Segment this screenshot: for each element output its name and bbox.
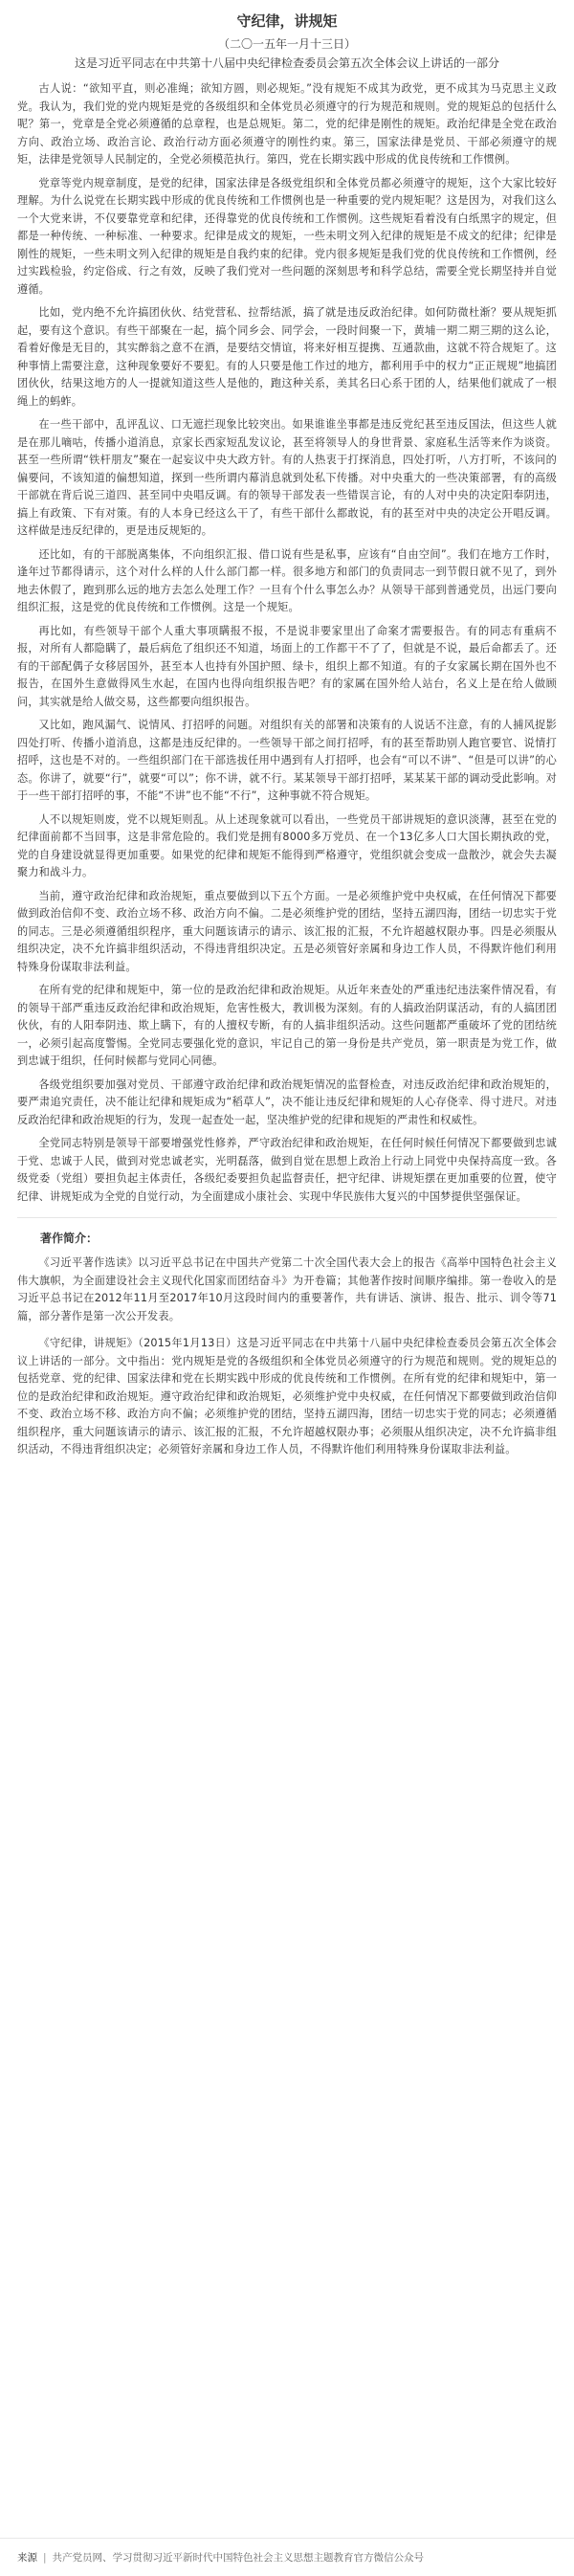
- article-paragraph: 又比如，跑风漏气、说情风、打招呼的问题。对组织有关的部署和决策有的人说话不注意，有的人捕风捉影四处打听、传播小道消息，这都是违反纪律的。一些领导干部之间打招呼，有的甚至帮助别人跑官要官、说情打招呼，这也是不对的。一些组织部门在干部选拔任用中遇到有人打招呼，也会有“可以不讲”、“但是可以讲”的心态。你讲了，就要“行”，就要“可以”；你不讲，就不行。某某领导干部打招呼，某某某干部的调动受此影响。对于一些干部打招呼的事，不能“不讲”也不能“不行”，这种事就不符合规矩。: [17, 719, 557, 802]
- bio-section: [17, 1230, 557, 1459]
- article-paragraph: 比如，党内绝不允许搞团伙伙、结党营私、拉帮结派，搞了就是违反政治纪律。如何防微杜渐？要从规矩抓起，要有这个意识。有些干部聚在一起，搞个同乡会、同学会，一段时间聚一下，黄埔一期二期三期的这么论，看着好像是无目的，其实醉翁之意不在酒，是要结交情谊，将来好相互提携、互通款曲，这就不符合规矩了。这种事情上需要注意，这种现象要好不要犯。有的人只要是他工作过的地方，都利用手中的权力“正正规规”地搞团团伙伙，结果这地方的人一提就知道这些人是他的，跑这种关系，美其名曰心系于团的人，结果他们就成了一根绳上的蚂蚱。: [17, 306, 557, 408]
- bio-paragraph: 《守纪律，讲规矩》（2015年1月13日）这是习近平同志在中共第十八届中央纪律检查委员会第五次全体会议上讲话的一部分。文中指出：党内规矩是党的各级组织和全体党员必须遵守的行为规范和规则。党的规矩总的包括党章、党的纪律、国家法律和党在长期实践中形成的优良传统和工作惯例。在所有党的纪律和规矩中，第一位的是政治纪律和政治规矩。遵守政治纪律和政治规矩，必须维护党中央权威，在任何情况下都要做到政治信仰不变、政治立场不移、政治方向不偏；必须维护党的团结，坚持五湖四海，团结一切忠实于党的同志；必须遵循组织程序，重大问题该请示的请示、该汇报的汇报，不允许超越权限办事；必须服从组织决定，决不允许搞非组织活动，不得违背组织决定；必须管好亲属和身边工作人员，不得默许他们利用特殊身份谋取非法利益。: [17, 1337, 557, 1455]
- article-paragraph: 当前，遵守政治纪律和政治规矩，重点要做到以下五个方面。一是必须维护党中央权威，在任何情况下都要做到政治信仰不变、政治立场不移、政治方向不偏。二是必须维护党的团结，坚持五湖四海，团结一切忠实于党的同志。三是必须遵循组织程序，重大问题该请示的请示、该汇报的汇报，不允许超越权限办事。四是必须服从组织决定，决不允许搞非组织活动，不得违背组织决定。五是必须管好亲属和身边工作人员，不得默许他们利用特殊身份谋取非法利益。: [17, 889, 557, 973]
- source-footer: [0, 2538, 574, 2576]
- article-paragraph: 各级党组织要加强对党员、干部遵守政治纪律和政治规矩情况的监督检查，对违反政治纪律和政治规矩的，要严肃追究责任，决不能让纪律和规矩成为“稻草人”，决不能让违反纪律和规矩的人心存侥幸、得寸进尺。对违反政治纪律和政治规矩的行为，发现一起查处一起，坚决维护党的纪律和规矩的严肃性和权威性。: [17, 1077, 557, 1126]
- article-date: （二〇一五年一月十三日）: [217, 37, 356, 51]
- source-label: 来源: [17, 2552, 37, 2564]
- bio-heading: 著作简介：: [40, 1232, 99, 1245]
- article-paragraph: 古人说：“欲知平直，则必准绳；欲知方圆，则必规矩。”没有规矩不成其为政党，更不成其为马克思主义政党。我认为，我们党的党内规矩是党的各级组织和全体党员必须遵守的行为规范和规则。党的规矩总的包括什么呢？第一，党章是全党必须遵循的总章程，也是总规矩。第二，党的纪律是刚性的规矩。政治纪律是全党在政治方向、政治立场、政治言论、政治行动方面必须遵守的刚性约束。第三，国家法律是党员、干部必须遵守的规矩，法律是党领导人民制定的，全党必须模范执行。第四，党在长期实践中形成的优良传统和工作惯例。: [17, 82, 557, 166]
- article-title: 守纪律，讲规矩: [236, 12, 338, 30]
- article-paragraph: 在所有党的纪律和规矩中，第一位的是政治纪律和政治规矩。从近年来查处的严重违纪违法案件情况看，有的领导干部严重违反政治纪律和政治规矩，危害性极大，教训极为深刻。有的人搞政治阴谋活动，有的人搞团团伙伙，有的人阳奉阴违、欺上瞒下，有的人擅权专断，有的人搞非组织活动。这些问题都严重破坏了党的团结统一，必须引起高度警惕。全党同志要强化党的意识，牢记自己的第一身份是共产党员，第一职责是为党工作，做到忠诚于组织，任何时候都与党同心同德。: [17, 984, 557, 1067]
- article-paragraph: 党章等党内规章制度，是党的纪律，国家法律是各级党组织和全体党员都必须遵守的规矩，这个大家比较好理解。为什么说党在长期实践中形成的优良传统和工作惯例也是一种重要的党内规矩呢？这是因为，对我们这么一个大党来讲，不仅要靠党章和纪律，还得靠党的优良传统和工作惯例。这些规矩看着没有白纸黑字的规定，但都是一种传统、一种标准、一种要求。纪律是成文的规矩，一些未明文列入纪律的规矩是不成文的纪律；纪律是刚性的规矩，一些未明文列入纪律的规矩是自我约束的纪律。党内很多规矩是我们党的优良传统和工作惯例，经过实践检验，约定俗成、行之有效，反映了我们党对一些问题的深刻思考和科学总结，需要全党长期坚持并自觉遵循。: [17, 176, 557, 296]
- section-divider: [17, 1217, 557, 1218]
- article-body: [17, 80, 557, 1206]
- bio-paragraph: 《习近平著作选读》以习近平总书记在中国共产党第二十次全国代表大会上的报告《高举中国特色社会主义伟大旗帜，为全面建设社会主义现代化国家而团结奋斗》为开卷篇；其他著作按时间顺序编排。第一卷收入的是习近平总书记在2012年11月至2017年10月这段时间内的重要著作，共有讲话、演讲、报告、批示、训令等71篇，部分著作是第一次公开发表。: [17, 1256, 557, 1322]
- article-paragraph: 在一些干部中，乱评乱议、口无遮拦现象比较突出。如果谁谁坐事都是违反党纪甚至违反国法，但这些人就是在那儿嘀咕，传播小道消息，京家长西家短乱发议论，甚至将领导人的身世背景、家庭私生活等来作为谈资。甚至一些所谓“铁杆朋友”聚在一起妄议中央大政方针。有的人热衷于打探消息，四处打听，八方打听，不该问的偏要问，不该知道的偏想知道，探到一些所谓内幕消息就到处私下传播。对中央重大的一些决策部署，有的高级干部就在背后说三道四、甚至同中央唱反调。有的领导干部发表一些错误言论，有的人对中央的决定阳奉阴违，搞上有政策、下有对策。有的人本身已经这么干了，有些干部什么都敢说，有的甚至对中央的决定公开唱反调。这样做是违反纪律的，更是违反规矩的。: [17, 418, 557, 537]
- article-paragraph: 全党同志特别是领导干部要增强党性修养，严守政治纪律和政治规矩，在任何时候任何情况下都要做到忠诚于党、忠诚于人民，做到对党忠诚老实，光明磊落，做到自觉在思想上政治上行动上同党中央保持高度一致。各级党委（党组）要担负起主体责任，各级纪委要担负起监督责任，把守纪律、讲规矩摆在更加重要的位置，使守纪律、讲规矩成为全党的自觉行动，为全面建成小康社会、实现中华民族伟大复兴的中国梦提供坚强保证。: [17, 1137, 557, 1203]
- source-text[interactable]: 共产党员网、学习贯彻习近平新时代中国特色社会主义思想主题教育官方微信公众号: [52, 2552, 425, 2564]
- article-paragraph: 人不以规矩则废，党不以规矩则乱。从上述现象就可以看出，一些党员干部讲规矩的意识淡薄，甚至在党的纪律面前都不当回事，这是非常危险的。我们党是拥有8000多万党员、在一个13亿多人口大国长期执政的党，党的自身建设就显得更加重要。如果党的纪律和规矩不能得到严格遵守，党组织就会变成一盘散沙，就会失去凝聚力和战斗力。: [17, 812, 557, 878]
- article-paragraph: 还比如，有的干部脱离集体，不向组织汇报、借口说有些是私事，应该有“自由空间”。我们在地方工作时，逢年过节都得请示，这个对什么样的人什么部门都一样。很多地方和部门的负责同志一到节假日就不见了，到外地去休假了，跑到那么远的地方去怎么处理工作？一旦有个什么事怎么办？从领导干部到普通党员，出远门要向组织汇报，这是党的优良传统和工作惯例。这是一个规矩。: [17, 547, 557, 613]
- article-paragraph: 再比如，有些领导干部个人重大事项瞒报不报，不是说非要家里出了命案才需要报告。有的同志有重病不报，对所有人都隐瞒了，最后病危了组织还不知道，场面上的工作都干不了了，但就是不说，最后命都丢了。还有的干部配偶子女移居国外，甚至本人也持有外国护照、绿卡，组织上都不知道。有的子女家属长期在国外也不报告，在国外生意做得风生水起，在国内也得向组织报告吧？有的家属在国外给人站台，名义上是在给人做顾问，其实就是给人做交易，这些都要向组织报告。: [17, 624, 557, 708]
- article-intro: 这是习近平同志在中共第十八届中央纪律检查委员会第五次全体会议上讲话的一部分: [74, 56, 499, 70]
- source-separator: |: [43, 2552, 47, 2564]
